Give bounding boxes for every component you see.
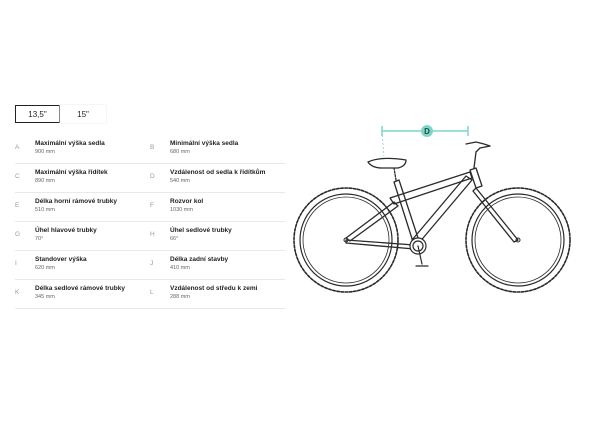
- spec-value: 70°: [35, 236, 44, 242]
- table-row: [15, 251, 285, 280]
- spec-value: 345 mm: [35, 294, 55, 300]
- spec-letter: F: [150, 202, 154, 209]
- spec-item-i: [15, 251, 150, 279]
- spec-name: Maximální výška sedla: [35, 140, 105, 147]
- spec-value: 900 mm: [35, 149, 55, 155]
- spec-name: Délka sedlové rámové trubky: [35, 285, 125, 292]
- spec-name: Úhel sedlové trubky: [170, 227, 232, 234]
- spec-item-a: [15, 135, 150, 163]
- spec-letter: J: [150, 260, 154, 267]
- spec-value: 890 mm: [35, 178, 55, 184]
- spec-value: 680 mm: [170, 149, 190, 155]
- spec-name: Vzdálenost od sedla k řídítkům: [170, 169, 266, 176]
- spec-value: 540 mm: [170, 178, 190, 184]
- spec-item-l: [150, 280, 285, 308]
- spec-value: 510 mm: [35, 207, 55, 213]
- spec-name: Rozvor kol: [170, 198, 204, 205]
- spec-item-g: [15, 222, 150, 250]
- spec-value: 66°: [170, 236, 179, 242]
- spec-name: Maximální výška řídítek: [35, 169, 108, 176]
- size-selector: [15, 105, 106, 123]
- spec-letter: C: [15, 173, 20, 180]
- table-row: [15, 280, 285, 309]
- spec-letter: L: [150, 289, 154, 296]
- spec-item-e: [15, 193, 150, 221]
- spec-letter: K: [15, 289, 20, 296]
- spec-name: Standover výška: [35, 256, 87, 263]
- spec-item-k: [15, 280, 150, 308]
- table-row: [15, 222, 285, 251]
- bike-geometry-diagram: [290, 118, 590, 318]
- spec-name: Délka zadní stavby: [170, 256, 229, 263]
- size-tab-15[interactable]: 15": [60, 105, 106, 123]
- spec-name: Vzdálenost od středu k zemi: [170, 285, 258, 292]
- saddle: [368, 158, 406, 168]
- spec-letter: D: [150, 173, 155, 180]
- measurement-d: [382, 125, 468, 156]
- size-tab-13-5[interactable]: 13,5": [15, 105, 60, 123]
- measurement-d-label: D: [424, 127, 430, 136]
- spec-value: 620 mm: [35, 265, 55, 271]
- geometry-table: [15, 135, 285, 309]
- crankset: [410, 238, 428, 266]
- spec-value: 410 mm: [170, 265, 190, 271]
- table-row: [15, 164, 285, 193]
- spec-item-j: [150, 251, 285, 279]
- spec-item-d: [150, 164, 285, 192]
- spec-item-f: [150, 193, 285, 221]
- spec-letter: E: [15, 202, 20, 209]
- spec-item-h: [150, 222, 285, 250]
- table-row: [15, 135, 285, 164]
- spec-item-b: [150, 135, 285, 163]
- spec-name: Délka horní rámové trubky: [35, 198, 117, 205]
- spec-value: 288 mm: [170, 294, 190, 300]
- spec-letter: A: [15, 144, 20, 151]
- table-row: [15, 193, 285, 222]
- spec-name: Úhel hlavové trubky: [35, 227, 97, 234]
- spec-letter: G: [15, 231, 21, 238]
- spec-value: 1030 mm: [170, 207, 193, 213]
- spec-name: Minimální výška sedla: [170, 140, 239, 147]
- spec-letter: H: [150, 231, 155, 238]
- spec-letter: B: [150, 144, 155, 151]
- spec-item-c: [15, 164, 150, 192]
- spec-letter: I: [15, 260, 17, 267]
